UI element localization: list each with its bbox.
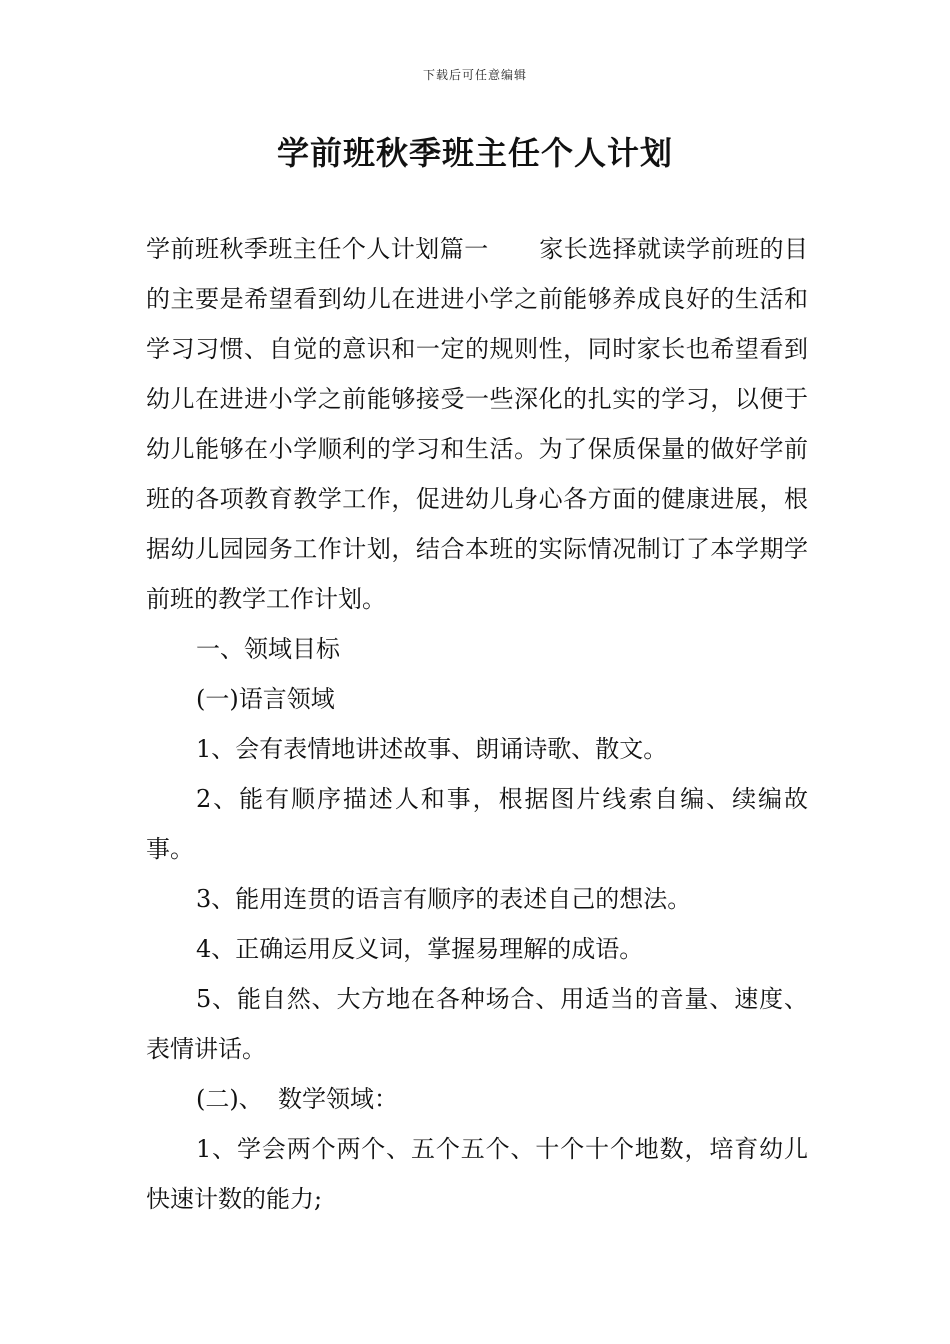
document-title: 学前班秋季班主任个人计划: [276, 134, 673, 172]
list-item: 2、能有顺序描述人和事，根据图片线索自编、续编故事。: [146, 785, 808, 863]
subsection-language: (一)语言领域: [196, 685, 335, 713]
intro-text: 家长选择就读学前班的目的主要是希望看到幼儿在进进小学之前能够养成良好的生活和学习习惯、自觉的意识和一定的规则性，同时家长也希望看到幼儿在进进小学之前能够接受一些深化的扎实的学习，以便于幼儿能够在小学顺利的学习和生活。为了保质保量的做好学前班的各项教育教学工作，促进幼儿身心各方面的健康进展，根据幼儿园园务工作计划，结合本班的实际情况制订了本学期学前班的教学工作计划。: [146, 235, 809, 613]
header-note: 下载后可任意编辑: [422, 68, 527, 82]
intro-heading: 学前班秋季班主任个人计划篇一: [146, 235, 489, 263]
document-body: [146, 224, 808, 1224]
section-heading-domain-goals: 一、领域目标: [196, 635, 340, 663]
subsection-math: (二)、 数学领域：: [196, 1085, 398, 1113]
intro-paragraph: [146, 224, 808, 624]
list-item: 1、会有表情地讲述故事、朗诵诗歌、散文。: [196, 735, 668, 763]
list-item: 1、学会两个两个、五个五个、十个十个地数，培育幼儿快速计数的能力;: [146, 1135, 808, 1213]
list-item: 5、能自然、大方地在各种场合、用适当的音量、速度、表情讲话。: [146, 985, 808, 1063]
list-item: 3、能用连贯的语言有顺序的表述自己的想法。: [196, 885, 692, 913]
list-item: 4、正确运用反义词，掌握易理解的成语。: [196, 935, 644, 963]
